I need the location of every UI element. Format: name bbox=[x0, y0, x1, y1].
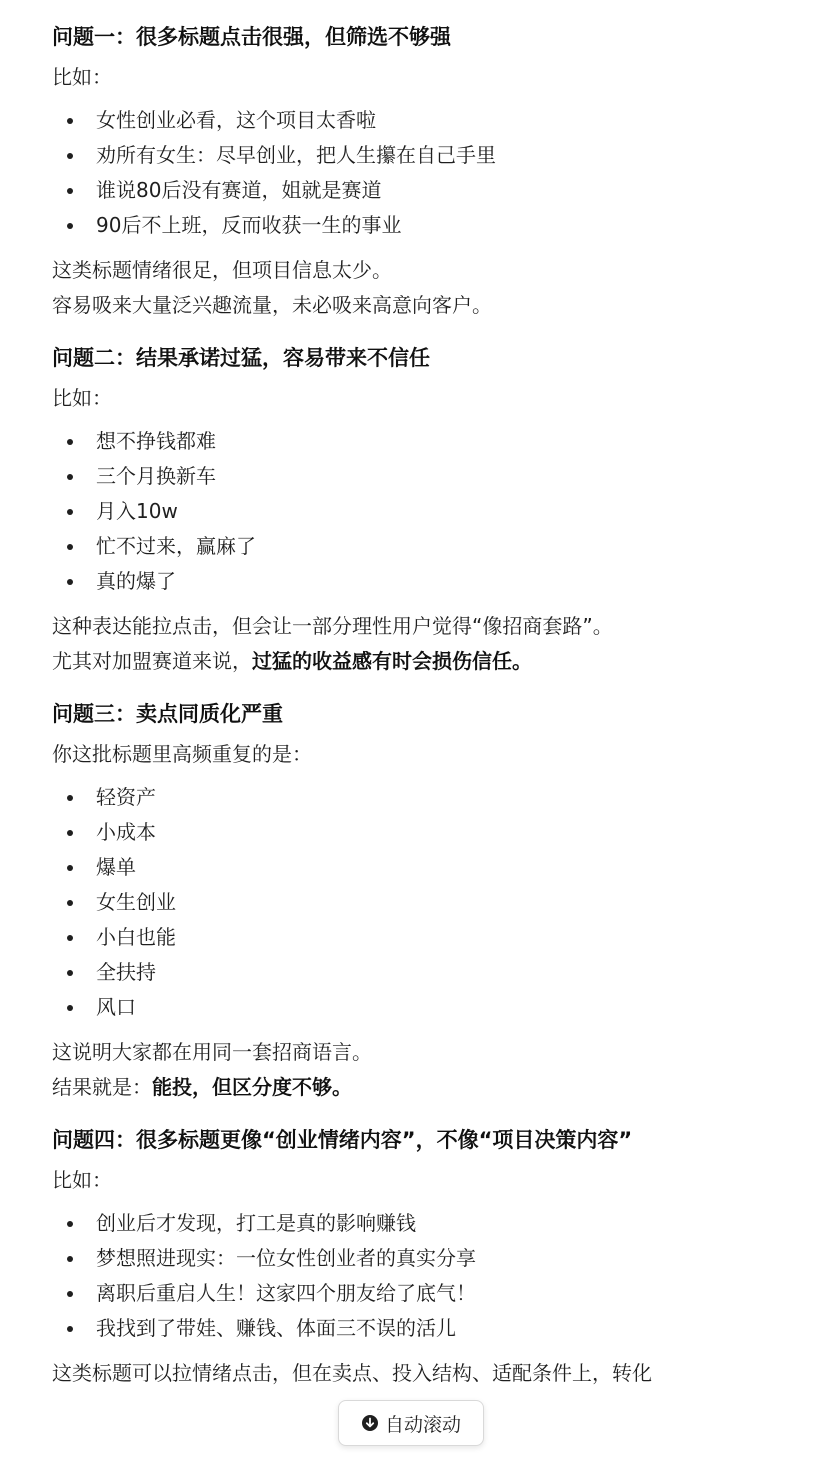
list-item: 离职后重启人生！这家四个朋友给了底气！ bbox=[52, 1276, 824, 1311]
list-item: 劝所有女生：尽早创业，把人生攥在自己手里 bbox=[52, 138, 824, 173]
list-item: 三个月换新车 bbox=[52, 459, 824, 494]
section-title-4: 问题四：很多标题更像“创业情绪内容”，不像“项目决策内容” bbox=[52, 1128, 633, 1152]
auto-scroll-label: 自动滚动 bbox=[384, 1413, 461, 1436]
conclusion-emphasis: 能投，但区分度不够。 bbox=[152, 1075, 352, 1099]
section-title-3: 问题三：卖点同质化严重 bbox=[52, 702, 283, 726]
section-conclusion-3a: 这说明大家都在用同一套招商语言。 bbox=[52, 1040, 372, 1064]
list-item: 我找到了带娃、赚钱、体面三不误的活儿 bbox=[52, 1311, 824, 1346]
section-conclusion-1b: 容易吸来大量泛兴趣流量，未必吸来高意向客户。 bbox=[52, 293, 492, 317]
list-item: 谁说80后没有赛道，姐就是赛道 bbox=[52, 173, 824, 208]
list-item: 风口 bbox=[52, 990, 824, 1025]
list-item: 想不挣钱都难 bbox=[52, 424, 824, 459]
section-conclusion-3b bbox=[52, 1070, 824, 1105]
list-item: 忙不过来，赢麻了 bbox=[52, 529, 824, 564]
list-item: 女生创业 bbox=[52, 885, 824, 920]
section-intro-4: 比如： bbox=[52, 1168, 112, 1192]
conclusion-emphasis: 过猛的收益感有时会损伤信任。 bbox=[252, 649, 532, 673]
list-item: 梦想照进现实：一位女性创业者的真实分享 bbox=[52, 1241, 824, 1276]
list-item: 月入10w bbox=[52, 494, 824, 529]
bullet-list-3 bbox=[52, 780, 824, 1025]
section-conclusion-4a: 这类标题可以拉情绪点击，但在卖点、投入结构、适配条件上，转化 bbox=[52, 1361, 652, 1385]
conclusion-prefix: 尤其对加盟赛道来说， bbox=[52, 649, 252, 673]
list-item: 小白也能 bbox=[52, 920, 824, 955]
bullet-list-2 bbox=[52, 424, 824, 599]
auto-scroll-button[interactable] bbox=[338, 1400, 484, 1446]
bullet-list-1 bbox=[52, 103, 824, 243]
section-intro-3: 你这批标题里高频重复的是： bbox=[52, 742, 312, 766]
list-item: 小成本 bbox=[52, 815, 824, 850]
list-item: 女性创业必看，这个项目太香啦 bbox=[52, 103, 824, 138]
list-item: 90后不上班，反而收获一生的事业 bbox=[52, 208, 824, 243]
list-item: 创业后才发现，打工是真的影响赚钱 bbox=[52, 1206, 824, 1241]
section-conclusion-2b bbox=[52, 644, 824, 679]
section-title-2: 问题二：结果承诺过猛，容易带来不信任 bbox=[52, 346, 430, 370]
section-title-1: 问题一：很多标题点击很强，但筛选不够强 bbox=[52, 25, 451, 49]
arrow-down-circle-icon bbox=[361, 1414, 379, 1432]
section-intro-2: 比如： bbox=[52, 386, 112, 410]
list-item: 真的爆了 bbox=[52, 564, 824, 599]
list-item: 爆单 bbox=[52, 850, 824, 885]
section-conclusion-2a: 这种表达能拉点击，但会让一部分理性用户觉得“像招商套路”。 bbox=[52, 614, 613, 638]
section-intro-1: 比如： bbox=[52, 65, 112, 89]
list-item: 全扶持 bbox=[52, 955, 824, 990]
bullet-list-4 bbox=[52, 1206, 824, 1346]
list-item: 轻资产 bbox=[52, 780, 824, 815]
article-content bbox=[52, 22, 824, 1391]
section-conclusion-1a: 这类标题情绪很足，但项目信息太少。 bbox=[52, 258, 392, 282]
conclusion-prefix: 结果就是： bbox=[52, 1075, 152, 1099]
